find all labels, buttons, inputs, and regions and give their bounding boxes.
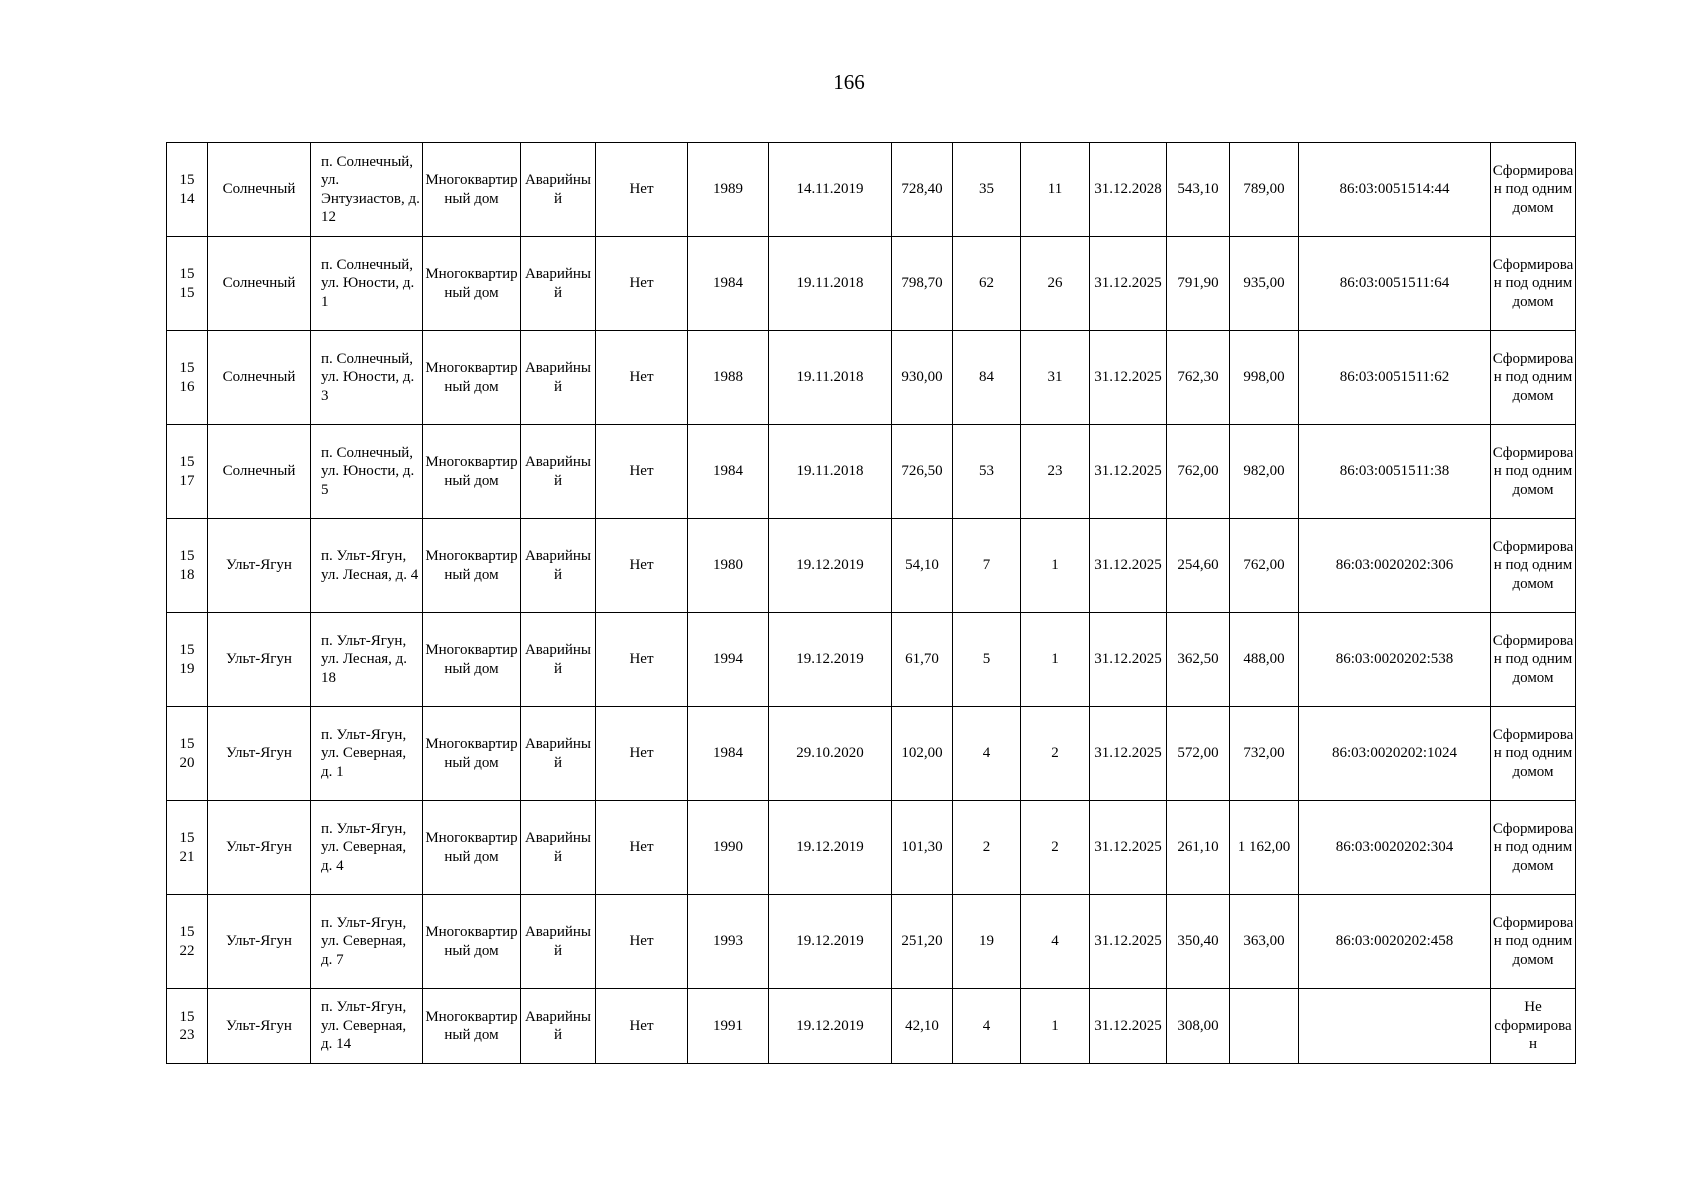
flag-cell: Нет <box>596 425 688 519</box>
address-cell: п. Солнечный, ул. Юности, д. 1 <box>311 237 423 331</box>
cadastral-number-cell: 86:03:0051514:44 <box>1299 143 1491 237</box>
settlement-cell: Солнечный <box>208 331 311 425</box>
status-cell: Аварийный <box>521 613 596 707</box>
deadline-cell: 31.12.2025 <box>1090 895 1167 989</box>
address-cell: п. Солнечный, ул. Юности, д. 3 <box>311 331 423 425</box>
building-type-cell: Многоквартирный дом <box>423 519 521 613</box>
status-cell: Аварийный <box>521 143 596 237</box>
land-area-cell: 762,30 <box>1167 331 1230 425</box>
flats-cell: 11 <box>1021 143 1090 237</box>
status-cell: Аварийный <box>521 801 596 895</box>
address-cell: п. Ульт-Ягун, ул. Лесная, д. 18 <box>311 613 423 707</box>
date-cell: 29.10.2020 <box>769 707 892 801</box>
deadline-cell: 31.12.2028 <box>1090 143 1167 237</box>
row-number-cell: 15 21 <box>167 801 208 895</box>
area-cell: 102,00 <box>892 707 953 801</box>
land-area-cell: 543,10 <box>1167 143 1230 237</box>
land-area-2-cell: 762,00 <box>1230 519 1299 613</box>
cadastral-number-cell <box>1299 989 1491 1064</box>
flats-cell: 23 <box>1021 425 1090 519</box>
date-cell: 19.12.2019 <box>769 519 892 613</box>
table-row <box>167 801 1576 895</box>
date-cell: 19.12.2019 <box>769 989 892 1064</box>
deadline-cell: 31.12.2025 <box>1090 237 1167 331</box>
flag-cell: Нет <box>596 895 688 989</box>
building-type-cell: Многоквартирный дом <box>423 613 521 707</box>
residents-cell: 19 <box>953 895 1021 989</box>
settlement-cell: Ульт-Ягун <box>208 989 311 1064</box>
year-cell: 1984 <box>688 707 769 801</box>
address-cell: п. Солнечный, ул. Юности, д. 5 <box>311 425 423 519</box>
note-cell: Сформирован под одним домом <box>1491 237 1576 331</box>
address-cell: п. Ульт-Ягун, ул. Северная, д. 7 <box>311 895 423 989</box>
flag-cell: Нет <box>596 613 688 707</box>
residents-cell: 4 <box>953 707 1021 801</box>
deadline-cell: 31.12.2025 <box>1090 519 1167 613</box>
address-cell: п. Ульт-Ягун, ул. Северная, д. 4 <box>311 801 423 895</box>
land-area-2-cell: 789,00 <box>1230 143 1299 237</box>
table-row <box>167 989 1576 1064</box>
housing-registry-table <box>166 142 1576 1064</box>
settlement-cell: Солнечный <box>208 425 311 519</box>
flag-cell: Нет <box>596 801 688 895</box>
year-cell: 1990 <box>688 801 769 895</box>
flats-cell: 1 <box>1021 613 1090 707</box>
flats-cell: 1 <box>1021 989 1090 1064</box>
residents-cell: 53 <box>953 425 1021 519</box>
note-cell: Сформирован под одним домом <box>1491 519 1576 613</box>
deadline-cell: 31.12.2025 <box>1090 613 1167 707</box>
table-row <box>167 331 1576 425</box>
residents-cell: 7 <box>953 519 1021 613</box>
cadastral-number-cell: 86:03:0020202:306 <box>1299 519 1491 613</box>
row-number-cell: 15 23 <box>167 989 208 1064</box>
land-area-2-cell: 363,00 <box>1230 895 1299 989</box>
cadastral-number-cell: 86:03:0020202:538 <box>1299 613 1491 707</box>
cadastral-number-cell: 86:03:0051511:38 <box>1299 425 1491 519</box>
row-number-cell: 15 17 <box>167 425 208 519</box>
building-type-cell: Многоквартирный дом <box>423 801 521 895</box>
year-cell: 1980 <box>688 519 769 613</box>
note-cell: Сформирован под одним домом <box>1491 707 1576 801</box>
settlement-cell: Ульт-Ягун <box>208 613 311 707</box>
land-area-2-cell: 488,00 <box>1230 613 1299 707</box>
date-cell: 19.11.2018 <box>769 237 892 331</box>
land-area-2-cell: 935,00 <box>1230 237 1299 331</box>
residents-cell: 35 <box>953 143 1021 237</box>
note-cell: Не сформирован <box>1491 989 1576 1064</box>
land-area-2-cell <box>1230 989 1299 1064</box>
land-area-cell: 362,50 <box>1167 613 1230 707</box>
land-area-cell: 261,10 <box>1167 801 1230 895</box>
residents-cell: 62 <box>953 237 1021 331</box>
flag-cell: Нет <box>596 237 688 331</box>
note-cell: Сформирован под одним домом <box>1491 895 1576 989</box>
year-cell: 1988 <box>688 331 769 425</box>
year-cell: 1984 <box>688 425 769 519</box>
settlement-cell: Ульт-Ягун <box>208 707 311 801</box>
settlement-cell: Солнечный <box>208 143 311 237</box>
settlement-cell: Солнечный <box>208 237 311 331</box>
flag-cell: Нет <box>596 143 688 237</box>
settlement-cell: Ульт-Ягун <box>208 895 311 989</box>
flats-cell: 31 <box>1021 331 1090 425</box>
land-area-2-cell: 982,00 <box>1230 425 1299 519</box>
cadastral-number-cell: 86:03:0051511:62 <box>1299 331 1491 425</box>
land-area-cell: 350,40 <box>1167 895 1230 989</box>
residents-cell: 4 <box>953 989 1021 1064</box>
year-cell: 1994 <box>688 613 769 707</box>
area-cell: 42,10 <box>892 989 953 1064</box>
row-number-cell: 15 16 <box>167 331 208 425</box>
land-area-cell: 572,00 <box>1167 707 1230 801</box>
table-row <box>167 707 1576 801</box>
row-number-cell: 15 18 <box>167 519 208 613</box>
flats-cell: 4 <box>1021 895 1090 989</box>
land-area-cell: 762,00 <box>1167 425 1230 519</box>
area-cell: 930,00 <box>892 331 953 425</box>
deadline-cell: 31.12.2025 <box>1090 801 1167 895</box>
note-cell: Сформирован под одним домом <box>1491 331 1576 425</box>
table-row <box>167 613 1576 707</box>
year-cell: 1989 <box>688 143 769 237</box>
status-cell: Аварийный <box>521 989 596 1064</box>
date-cell: 19.11.2018 <box>769 425 892 519</box>
building-type-cell: Многоквартирный дом <box>423 425 521 519</box>
year-cell: 1993 <box>688 895 769 989</box>
residents-cell: 84 <box>953 331 1021 425</box>
land-area-2-cell: 732,00 <box>1230 707 1299 801</box>
cadastral-number-cell: 86:03:0020202:304 <box>1299 801 1491 895</box>
status-cell: Аварийный <box>521 237 596 331</box>
table-row <box>167 237 1576 331</box>
table-row <box>167 519 1576 613</box>
row-number-cell: 15 15 <box>167 237 208 331</box>
land-area-2-cell: 998,00 <box>1230 331 1299 425</box>
area-cell: 728,40 <box>892 143 953 237</box>
date-cell: 19.11.2018 <box>769 331 892 425</box>
flats-cell: 26 <box>1021 237 1090 331</box>
date-cell: 19.12.2019 <box>769 613 892 707</box>
area-cell: 61,70 <box>892 613 953 707</box>
address-cell: п. Ульт-Ягун, ул. Северная, д. 1 <box>311 707 423 801</box>
flats-cell: 2 <box>1021 707 1090 801</box>
flats-cell: 2 <box>1021 801 1090 895</box>
note-cell: Сформирован под одним домом <box>1491 613 1576 707</box>
area-cell: 101,30 <box>892 801 953 895</box>
cadastral-number-cell: 86:03:0020202:1024 <box>1299 707 1491 801</box>
row-number-cell: 15 19 <box>167 613 208 707</box>
area-cell: 251,20 <box>892 895 953 989</box>
deadline-cell: 31.12.2025 <box>1090 425 1167 519</box>
area-cell: 726,50 <box>892 425 953 519</box>
date-cell: 19.12.2019 <box>769 895 892 989</box>
row-number-cell: 15 14 <box>167 143 208 237</box>
deadline-cell: 31.12.2025 <box>1090 707 1167 801</box>
row-number-cell: 15 20 <box>167 707 208 801</box>
note-cell: Сформирован под одним домом <box>1491 143 1576 237</box>
address-cell: п. Ульт-Ягун, ул. Лесная, д. 4 <box>311 519 423 613</box>
address-cell: п. Ульт-Ягун, ул. Северная, д. 14 <box>311 989 423 1064</box>
residents-cell: 5 <box>953 613 1021 707</box>
building-type-cell: Многоквартирный дом <box>423 331 521 425</box>
land-area-2-cell: 1 162,00 <box>1230 801 1299 895</box>
note-cell: Сформирован под одним домом <box>1491 425 1576 519</box>
settlement-cell: Ульт-Ягун <box>208 801 311 895</box>
status-cell: Аварийный <box>521 519 596 613</box>
year-cell: 1984 <box>688 237 769 331</box>
table-row <box>167 895 1576 989</box>
table-row <box>167 143 1576 237</box>
building-type-cell: Многоквартирный дом <box>423 707 521 801</box>
land-area-cell: 308,00 <box>1167 989 1230 1064</box>
status-cell: Аварийный <box>521 707 596 801</box>
land-area-cell: 254,60 <box>1167 519 1230 613</box>
flag-cell: Нет <box>596 989 688 1064</box>
building-type-cell: Многоквартирный дом <box>423 895 521 989</box>
row-number-cell: 15 22 <box>167 895 208 989</box>
deadline-cell: 31.12.2025 <box>1090 989 1167 1064</box>
deadline-cell: 31.12.2025 <box>1090 331 1167 425</box>
flag-cell: Нет <box>596 331 688 425</box>
land-area-cell: 791,90 <box>1167 237 1230 331</box>
date-cell: 19.12.2019 <box>769 801 892 895</box>
flag-cell: Нет <box>596 707 688 801</box>
status-cell: Аварийный <box>521 331 596 425</box>
building-type-cell: Многоквартирный дом <box>423 237 521 331</box>
note-cell: Сформирован под одним домом <box>1491 801 1576 895</box>
status-cell: Аварийный <box>521 895 596 989</box>
building-type-cell: Многоквартирный дом <box>423 989 521 1064</box>
status-cell: Аварийный <box>521 425 596 519</box>
date-cell: 14.11.2019 <box>769 143 892 237</box>
cadastral-number-cell: 86:03:0020202:458 <box>1299 895 1491 989</box>
area-cell: 54,10 <box>892 519 953 613</box>
flats-cell: 1 <box>1021 519 1090 613</box>
area-cell: 798,70 <box>892 237 953 331</box>
residents-cell: 2 <box>953 801 1021 895</box>
year-cell: 1991 <box>688 989 769 1064</box>
cadastral-number-cell: 86:03:0051511:64 <box>1299 237 1491 331</box>
page-number: 166 <box>833 70 865 94</box>
building-type-cell: Многоквартирный дом <box>423 143 521 237</box>
flag-cell: Нет <box>596 519 688 613</box>
settlement-cell: Ульт-Ягун <box>208 519 311 613</box>
table-row <box>167 425 1576 519</box>
address-cell: п. Солнечный, ул. Энтузиастов, д. 12 <box>311 143 423 237</box>
